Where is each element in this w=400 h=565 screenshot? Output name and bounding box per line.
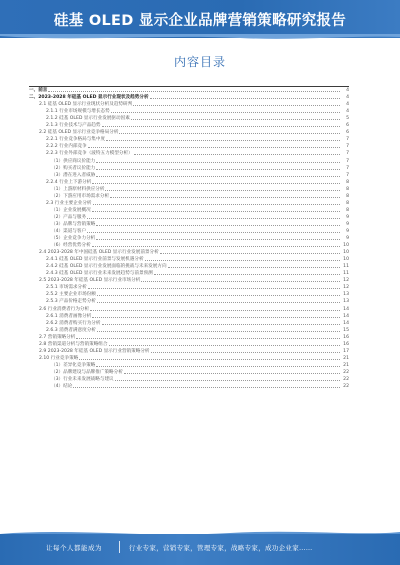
toc-entry[interactable]	[29, 283, 349, 290]
header-wave-decoration	[0, 34, 400, 42]
toc-leader-dots	[96, 225, 340, 226]
toc-leader-dots	[96, 169, 340, 170]
toc-entry-label: （1）差异化竞争策略	[51, 362, 96, 368]
toc-entry[interactable]	[29, 340, 349, 347]
toc-leader-dots	[151, 352, 340, 353]
toc-entry-page: 12	[343, 285, 349, 291]
toc-entry-label: 2.2.3 行业外部竞争（波特五力模型分析）	[46, 151, 133, 157]
toc-entry-label: 2.2 硅基 OLED 显示行业竞争格局分析	[39, 130, 119, 136]
toc-entry-page: 9	[346, 214, 349, 220]
report-title: 硅基 OLED 显示企业品牌营销策略研究报告	[53, 13, 347, 29]
toc-leader-dots	[109, 345, 341, 346]
toc-entry-label: 2.1.1 行业市场规模与增长态势	[46, 109, 110, 115]
toc-leader-dots	[90, 310, 340, 311]
table-of-contents	[29, 86, 349, 389]
toc-entry-page: 8	[346, 193, 349, 199]
toc-leader-dots	[102, 324, 341, 325]
toc-entry[interactable]	[29, 241, 349, 248]
toc-entry-page: 13	[343, 292, 349, 298]
toc-entry-label: 二、2023-2028 年硅基 OLED 显示行业现状及趋势分析	[29, 95, 149, 101]
toc-entry-page: 4	[346, 95, 349, 101]
toc-entry[interactable]	[29, 100, 349, 107]
toc-entry-page: 4	[346, 109, 349, 115]
toc-entry-page: 21	[343, 362, 349, 368]
toc-entry[interactable]	[29, 121, 349, 128]
header-bar	[0, 0, 400, 38]
toc-entry-label: （5）企业竞争力分析	[51, 236, 96, 242]
footer-separator	[119, 541, 120, 553]
toc-leader-dots	[88, 147, 340, 148]
toc-entry[interactable]	[29, 128, 349, 135]
toc-entry-page: 9	[346, 228, 349, 234]
toc-entry-label: 2.5.1 市场需求分析	[46, 285, 87, 291]
toc-entry[interactable]	[29, 382, 349, 389]
toc-entry-page: 8	[346, 186, 349, 192]
toc-entry-label: 2.4 2023-2028 年中国硅基 OLED 显示行业发展前景分析	[39, 250, 159, 256]
toc-entry-page: 7	[346, 144, 349, 150]
toc-entry-page: 10	[343, 257, 349, 263]
toc-leader-dots	[96, 162, 340, 163]
toc-entry-page: 8	[346, 179, 349, 185]
toc-leader-dots	[97, 302, 340, 303]
toc-entry-page: 7	[346, 158, 349, 164]
toc-entry-page: 16	[343, 334, 349, 340]
toc-leader-dots	[76, 338, 340, 339]
toc-entry[interactable]	[29, 255, 349, 262]
footer-slogan-left: 让每个人都能成为	[46, 544, 102, 552]
toc-entry-page: 13	[343, 299, 349, 305]
toc-entry-page: 8	[346, 200, 349, 206]
toc-entry[interactable]	[29, 375, 349, 382]
toc-entry-label: （2）品牌建设与品牌推广策略分析	[51, 369, 123, 375]
toc-leader-dots	[96, 366, 340, 367]
toc-entry-label: 2.1.3 行业技术与产品趋势	[46, 123, 101, 129]
toc-entry[interactable]	[29, 149, 349, 156]
toc-leader-dots	[111, 112, 340, 113]
toc-entry-label: （3）潜在进入者威胁	[51, 172, 96, 178]
toc-entry-label: （4）渠道与客户	[51, 228, 87, 234]
toc-entry-page: 14	[343, 306, 349, 312]
toc-entry-label: 2.7 营销策略分析	[39, 334, 76, 340]
toc-entry[interactable]	[29, 361, 349, 368]
toc-entry[interactable]	[29, 164, 349, 171]
footer-slogan-right: 行业专家，营销专家，管理专家，战略专家，成功企业家……	[129, 544, 313, 552]
toc-entry-label: 2.6.2 消费者购买行为分析	[46, 320, 101, 326]
toc-leader-dots	[102, 126, 341, 127]
toc-entry[interactable]	[29, 319, 349, 326]
toc-leader-dots	[150, 98, 340, 99]
toc-leader-dots	[79, 359, 340, 360]
toc-entry-page: 7	[346, 172, 349, 178]
toc-entry-label: 2.9 2023-2028 年硅基 OLED 显示行业营销策略分析	[39, 348, 150, 354]
toc-entry-page: 5	[346, 116, 349, 122]
toc-entry-label: （4）结论	[51, 384, 73, 390]
toc-entry[interactable]	[29, 185, 349, 192]
toc-entry-label: 2.5.2 主要企业市场份额	[46, 292, 96, 298]
toc-entry-page: 10	[343, 243, 349, 249]
toc-entry[interactable]	[29, 290, 349, 297]
toc-entry-page: 22	[343, 369, 349, 375]
toc-entry-page: 22	[343, 384, 349, 390]
toc-entry-page: 4	[346, 102, 349, 108]
toc-leader-dots	[88, 288, 340, 289]
toc-entry[interactable]	[29, 93, 349, 100]
toc-leader-dots	[106, 140, 340, 141]
toc-leader-dots	[124, 373, 340, 374]
toc-entry-label: 2.2.4 行业上下游分析	[46, 179, 92, 185]
toc-entry[interactable]	[29, 192, 349, 199]
toc-entry[interactable]	[29, 86, 349, 93]
toc-entry-label: （3）品牌与营销策略	[51, 221, 96, 227]
toc-entry-label: （2）下游应用市场需求分析	[51, 193, 110, 199]
toc-entry-page: 21	[343, 355, 349, 361]
toc-leader-dots	[154, 274, 340, 275]
toc-entry[interactable]	[29, 171, 349, 178]
toc-entry-page: 10	[343, 250, 349, 256]
toc-entry-page: 15	[343, 327, 349, 333]
toc-leader-dots	[141, 281, 340, 282]
toc-entry[interactable]	[29, 156, 349, 163]
toc-entry[interactable]	[29, 220, 349, 227]
toc-entry[interactable]	[29, 135, 349, 142]
toc-entry-label: 2.5 2023-2028 年硅基 OLED 显示行业市场分析	[39, 278, 141, 284]
toc-entry[interactable]	[29, 368, 349, 375]
toc-leader-dots	[105, 190, 340, 191]
toc-leader-dots	[92, 317, 340, 318]
toc-entry-page: 6	[346, 130, 349, 136]
toc-entry-page: 11	[343, 271, 349, 277]
toc-leader-dots	[96, 239, 340, 240]
toc-leader-dots	[97, 331, 340, 332]
toc-entry[interactable]	[29, 312, 349, 319]
toc-entry-label: 一、前言	[29, 88, 48, 94]
toc-entry[interactable]	[29, 248, 349, 255]
toc-entry-page: 22	[343, 376, 349, 382]
toc-entry-page: 9	[346, 221, 349, 227]
toc-leader-dots	[87, 232, 340, 233]
toc-entry-label: 2.1.2 硅基 OLED 显示行业发展驱动因素	[46, 116, 130, 122]
toc-leader-dots	[119, 133, 340, 134]
toc-entry-page: 9	[346, 236, 349, 242]
toc-entry-page: 14	[343, 313, 349, 319]
toc-leader-dots	[48, 91, 340, 92]
toc-entry-page: 7	[346, 165, 349, 171]
toc-leader-dots	[168, 267, 340, 268]
toc-leader-dots	[97, 295, 340, 296]
toc-entry[interactable]	[29, 304, 349, 311]
toc-entry[interactable]	[29, 107, 349, 114]
toc-entry[interactable]	[29, 347, 349, 354]
toc-entry[interactable]	[29, 333, 349, 340]
toc-entry[interactable]	[29, 326, 349, 333]
toc-entry-page: 16	[343, 341, 349, 347]
toc-leader-dots	[131, 119, 340, 120]
toc-entry[interactable]	[29, 206, 349, 213]
toc-entry-page: 6	[346, 123, 349, 129]
toc-leader-dots	[115, 380, 340, 381]
toc-entry-label: （1）供应商议价能力	[51, 158, 96, 164]
toc-entry-label: 2.2.2 行业内部竞争	[46, 144, 87, 150]
toc-leader-dots	[133, 105, 340, 106]
toc-leader-dots	[92, 183, 340, 184]
toc-entry[interactable]	[29, 262, 349, 269]
toc-entry-label: 2.6 行业消费者行为分析	[39, 306, 90, 312]
toc-entry[interactable]	[29, 199, 349, 206]
toc-leader-dots	[92, 246, 340, 247]
toc-entry-page: 14	[343, 320, 349, 326]
toc-leader-dots	[110, 197, 340, 198]
toc-leader-dots	[96, 176, 340, 177]
toc-entry-label: 2.8 营销渠道分析与营销策略组合	[39, 341, 108, 347]
toc-entry[interactable]	[29, 142, 349, 149]
toc-entry[interactable]	[29, 234, 349, 241]
toc-entry-label: 2.10 行业竞争策略	[39, 355, 79, 361]
toc-entry-label: 2.1 硅基 OLED 显示行业现状分析及趋势研判	[39, 102, 133, 108]
toc-leader-dots	[73, 387, 340, 388]
toc-entry-page: 11	[343, 264, 349, 270]
toc-entry-page: 7	[346, 137, 349, 143]
toc-entry-label: （1）上游原材料供应分析	[51, 186, 105, 192]
toc-leader-dots	[92, 211, 340, 212]
toc-entry-label: （6）经营优势分析	[51, 243, 91, 249]
toc-entry-page: 12	[343, 278, 349, 284]
toc-entry-label: （1）企业发展概况	[51, 207, 91, 213]
toc-entry-label: 2.4.2 硅基 OLED 显示行业发展面临的挑战与未来发展方向	[46, 264, 167, 270]
toc-leader-dots	[87, 218, 340, 219]
toc-entry-label: 2.2.1 行业竞争格局与集中度	[46, 137, 106, 143]
toc-leader-dots	[160, 253, 340, 254]
toc-leader-dots	[93, 204, 340, 205]
toc-entry-label: （2）产品与服务	[51, 214, 87, 220]
toc-entry[interactable]	[29, 227, 349, 234]
toc-entry-page: 8	[346, 207, 349, 213]
toc-entry-label: （2）购买者议价能力	[51, 165, 96, 171]
toc-entry-page: 17	[343, 348, 349, 354]
toc-entry-page: 7	[346, 151, 349, 157]
toc-entry-page: 4	[346, 88, 349, 94]
toc-entry[interactable]	[29, 178, 349, 185]
toc-entry-label: 2.5.3 产品价格走势分析	[46, 299, 96, 305]
toc-leader-dots	[145, 260, 340, 261]
toc-entry[interactable]	[29, 297, 349, 304]
toc-title: 内容目录	[173, 55, 226, 69]
toc-entry[interactable]	[29, 213, 349, 220]
toc-entry[interactable]	[29, 354, 349, 361]
toc-entry-label: 2.4.1 硅基 OLED 显示行业前景与发展机遇分析	[46, 257, 144, 263]
toc-entry[interactable]	[29, 269, 349, 276]
toc-leader-dots	[134, 154, 340, 155]
toc-entry-label: 2.4.3 硅基 OLED 显示行业未来发展趋势与前景预测	[46, 271, 153, 277]
toc-entry-label: （3）行业未来发展战略与建议	[51, 376, 114, 382]
toc-entry[interactable]	[29, 276, 349, 283]
toc-entry-label: 2.3 行业主要企业分析	[46, 200, 92, 206]
toc-entry-label: 2.6.3 消费者满意度分析	[46, 327, 96, 333]
toc-entry[interactable]	[29, 114, 349, 121]
toc-entry-label: 2.6.1 消费者画像分析	[46, 313, 92, 319]
